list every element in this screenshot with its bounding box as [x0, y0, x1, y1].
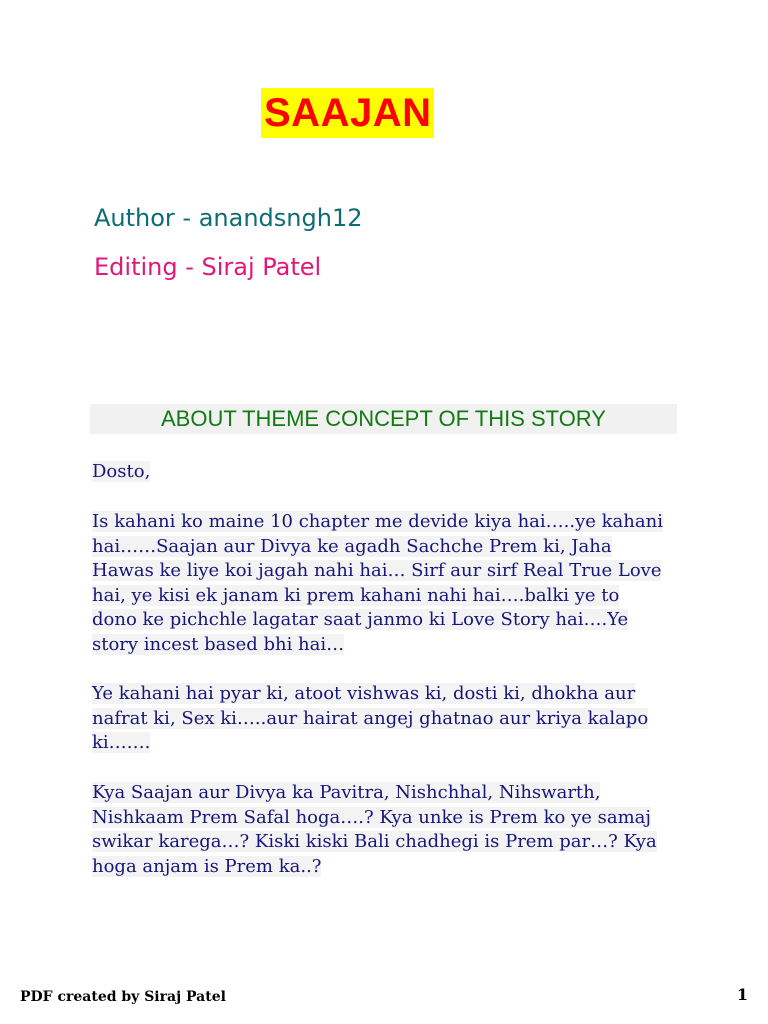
paragraph-line: Is kahani ko maine 10 chapter me devide kiya hai…..ye kahani	[92, 511, 663, 532]
paragraph-line: nafrat ki, Sex ki…..aur hairat angej ghatnao aur kriya kalapo	[92, 707, 649, 729]
paragraph-line: Ye kahani hai pyar ki, atoot vishwas ki, dosti ki, dhokha aur	[92, 683, 636, 704]
greeting	[92, 460, 692, 485]
paragraph-line: Hawas ke liye koi jagah nahi hai… Sirf aur sirf Real True Love	[92, 560, 662, 581]
theme-heading: ABOUT THEME CONCEPT OF THIS STORY	[90, 404, 677, 434]
paragraph-line: dono ke pichchle lagatar saat janmo ki Love Story hai….Ye	[92, 609, 629, 630]
greeting-text: Dosto,	[92, 461, 151, 482]
footer-credit: PDF created by Siraj Patel	[20, 989, 226, 1005]
paragraph-3	[92, 781, 692, 879]
paragraph-line: hai, ye kisi ek janam ki prem kahani nahi hai….balki ye to	[92, 584, 620, 606]
page-number: 1	[736, 985, 748, 1004]
author-line: Author - anandsngh12	[94, 204, 363, 232]
paragraph-line: ki…….	[92, 732, 151, 753]
paragraph-line: story incest based bhi hai…	[92, 633, 345, 655]
paragraph-line: swikar karega…? Kiski kiski Bali chadhegi is Prem par…? Kya	[92, 831, 657, 852]
paragraph-line: Nishkaam Prem Safal hoga….? Kya unke is Prem ko ye samaj	[92, 806, 651, 828]
paragraph-line: Kya Saajan aur Divya ka Pavitra, Nishchhal, Nihswarth,	[92, 782, 601, 803]
document-title: SAAJAN	[261, 88, 434, 138]
editing-credit-line: Editing - Siraj Patel	[94, 253, 322, 281]
paragraph-1	[92, 510, 692, 657]
paragraph-line: hai……Saajan aur Divya ke agadh Sachche Prem ki, Jaha	[92, 535, 612, 557]
paragraph-2	[92, 682, 692, 756]
paragraph-line: hoga anjam is Prem ka..?	[92, 855, 322, 877]
